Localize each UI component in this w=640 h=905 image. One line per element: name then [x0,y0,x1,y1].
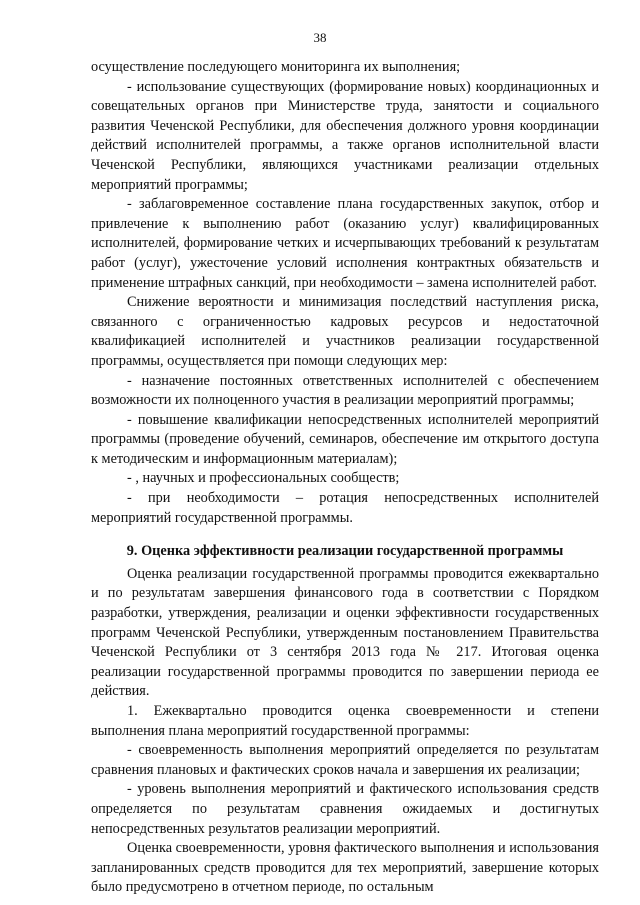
list-item-communities: - , научных и профессиональных сообществ; [127,470,400,487]
paragraph-assessment: Оценка реализации государственной программы проводится ежеквартально и по результатам завершения финансового года в соответствии с Порядком разработки, утверждения, реализации и оценки эффективности государственных программ Чеченской Республики, утвержденным постановлением Правительства Чеченской Республики от 3 сентября 2013 года № 217. Итоговая оценка реализации государственной программы проводится по завершении периода ее действия. [91,565,599,700]
paragraph-quarterly: 1. Ежеквартально проводится оценка своевременности и степени выполнения плана мероприятий государственной программы: [91,703,599,739]
paragraph-evaluation: Оценка своевременности, уровня фактического выполнения и использования запланированных средств проводится для тех мероприятий, завершение которых было предусмотрено в отчетном периоде, по остальным [91,840,599,896]
list-item-execution-level: - уровень выполнения мероприятий и фактического использования средств определяется по результатам сравнения ожидаемых и достигнутых непосредственных результатов реализации мероприятий. [91,781,599,837]
paragraph-risk-reduction: Снижение вероятности и минимизация последствий наступления риска, связанного с ограниченностью кадровых ресурсов и недостаточной квалификацией исполнителей и участников реализации государственной программы, осуществляется при помощи следующих мер: [91,294,599,369]
document-body [91,58,599,898]
list-item-rotation: - при необходимости – ротация непосредственных исполнителей мероприятий государственной программы. [91,490,599,526]
paragraph-continuation: осуществление последующего мониторинга их выполнения; [91,59,461,75]
page-number: 38 [313,30,327,45]
list-item-appointment: - назначение постоянных ответственных исполнителей с обеспечением возможности их полноценного участия в реализации мероприятий программы; [91,372,599,409]
section-heading: 9. Оценка эффективности реализации государственной программы [126,543,564,560]
list-item-procurement: - заблаговременное составление плана государственных закупок, отбор и привлечение к выполнению работ (оказанию услуг) квалифицированных исполнителей, формирование четких и исчерпывающих требований к результатам работ (услуг), ужесточение условий исполнения контрактных обязательств и применение штрафных санкций, при необходимости – замена исполнителей работ. [91,196,599,291]
list-item-coordination: - использование существующих (формирование новых) координационных и совещательных органов при Министерстве труда, занятости и социального развития Чеченской Республики, для обеспечения должного уровня координации действий исполнителей программы, а также органов исполнительной власти Чеченской Республики, являющихся участниками реализации отдельных мероприятий программы; [91,78,599,193]
list-item-qualification: - повышение квалификации непосредственных исполнителей мероприятий программы (проведение обучений, семинаров, обеспечение им открытого доступа к методическим и информационным материалам); [91,411,599,467]
list-item-timeliness: - своевременность выполнения мероприятий определяется по результатам сравнения плановых и фактических сроков начала и завершения их реализации; [91,742,599,778]
